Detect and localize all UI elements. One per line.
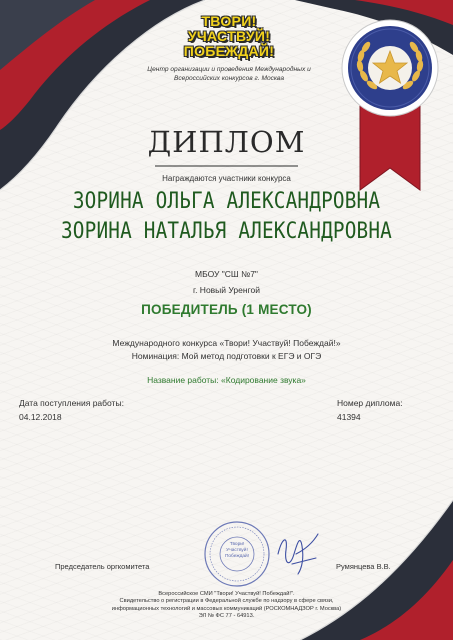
nomination: Номинация: Мой метод подготовки к ЕГЭ и ОГЭ [131, 351, 322, 361]
organizer-caption: Центр организации и проведения Международных и Всероссийских конкурсов г. Москва [147, 66, 311, 82]
signature [272, 524, 326, 580]
award-medal [340, 18, 440, 118]
registration-footer [100, 591, 353, 620]
participant-names [49, 186, 404, 246]
logo-line-2: УЧАСТВУЙ! [187, 28, 271, 44]
stamp-text: Твори! Участвуй! Побеждай! [224, 542, 250, 559]
work-title: Название работы: «Кодирование звука» [147, 375, 306, 385]
organization: МБОУ "СШ №7" [195, 269, 258, 279]
footer-line-2: Свидетельство о регистрации в Федеральной службе по надзору в сфере связи, [119, 598, 334, 605]
logo-line-1: ТВОРИ! [201, 13, 257, 29]
contest-name: Международного конкурса «Твори! Участвуй! Побеждай!» [112, 338, 341, 348]
awarded-text: Награждаются участники конкурса [162, 174, 291, 183]
diploma-title: ДИПЛОМ [147, 125, 306, 159]
place-award: ПОБЕДИТЕЛЬ (1 МЕСТО) [141, 302, 312, 317]
diploma-number-label: Номер диплома: [337, 398, 403, 408]
diploma-number-value: 41394 [337, 412, 361, 422]
chair-label: Председатель оргкомитета [55, 562, 150, 571]
top-left-ribbon [0, 0, 205, 190]
participant-name-1: ЗОРИНА ОЛЬГА АЛЕКСАНДРОВНА [72, 188, 381, 214]
footer-line-3: информационных технологий и массовых коммуникаций (РОСКОМНАДЗОР г. Москва) [111, 605, 342, 612]
city: г. Новый Уренгой [193, 285, 260, 295]
submission-date-value: 04.12.2018 [19, 412, 62, 422]
participant-name-2: ЗОРИНА НАТАЛЬЯ АЛЕКСАНДРОВНА [60, 218, 393, 244]
submission-date-label: Дата поступления работы: [19, 398, 124, 408]
signer-name: Румянцева В.В. [336, 562, 391, 571]
logo-line-3: ПОБЕЖДАЙ! [183, 43, 275, 59]
footer-line-1: Всероссийское СМИ "Твори! Участвуй! Побеждай!". [158, 591, 295, 597]
footer-line-4: ЭЛ № ФС 77 - 64913. [198, 612, 255, 619]
contest-logo [180, 14, 278, 59]
